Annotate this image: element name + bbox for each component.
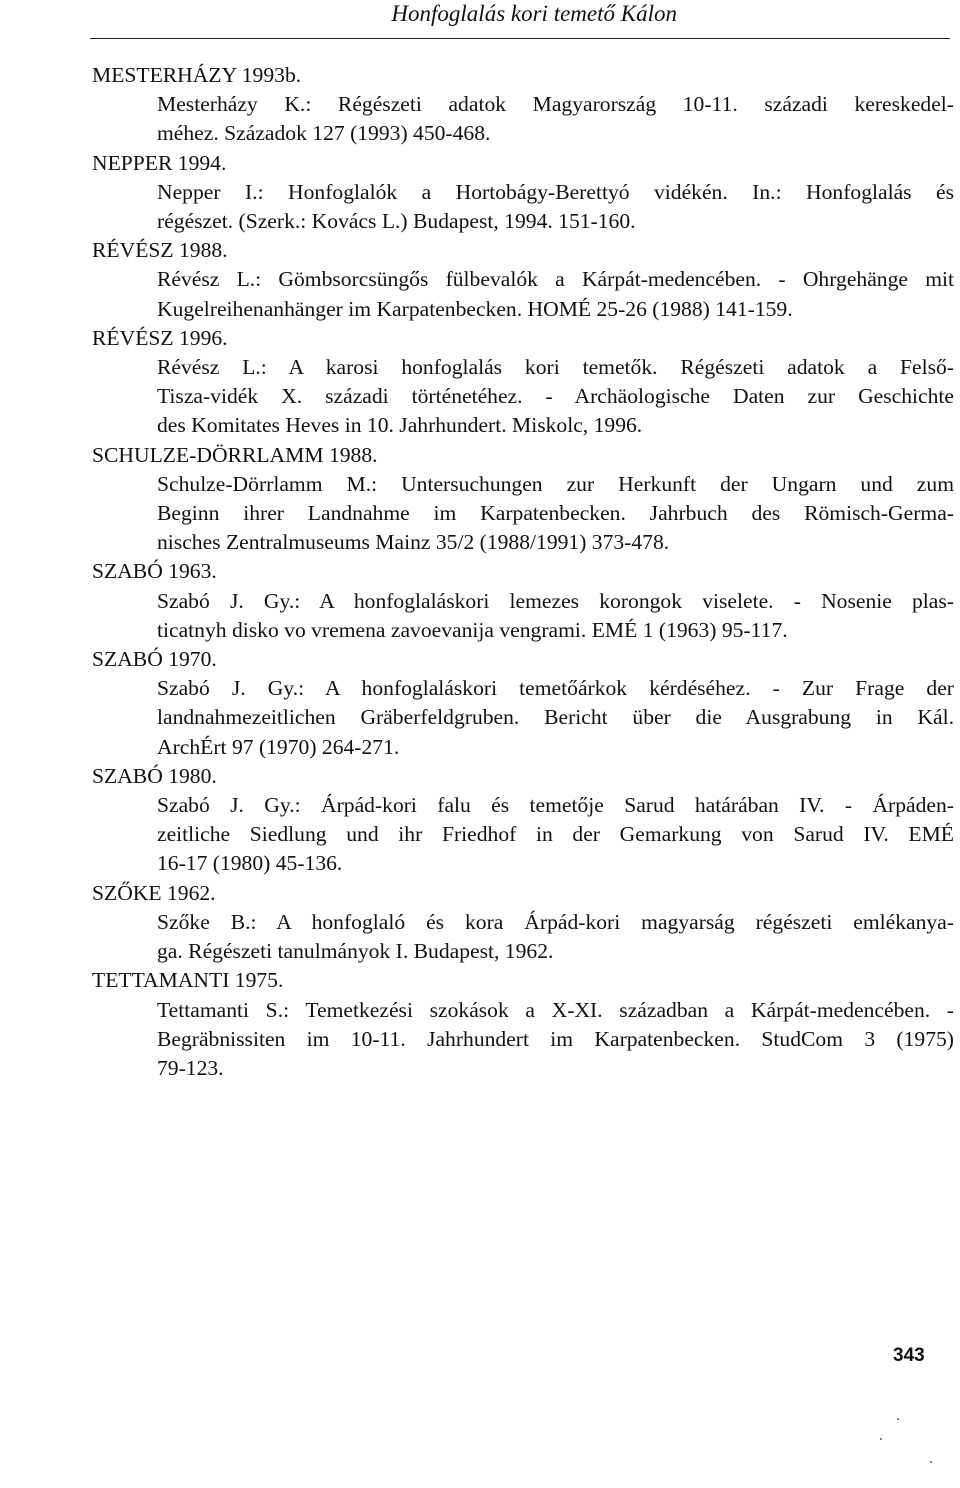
bibliography-entry xyxy=(92,879,954,967)
entry-text-line: méhez. Századok 127 (1993) 450-468. xyxy=(157,121,491,146)
bibliography-entry xyxy=(92,966,954,1083)
entry-text-line: Beginn ihrer Landnahme im Karpatenbecken. Jahrbuch des Römisch-Germa- xyxy=(157,501,954,526)
entry-key: SZABÓ 1970. xyxy=(92,647,217,672)
bibliography-entry xyxy=(92,236,954,324)
running-title: Honfoglalás kori temető Kálon xyxy=(391,1,677,26)
bibliography-entry xyxy=(92,762,954,879)
page-number: 343 xyxy=(893,1345,925,1366)
entry-text-line: 79-123. xyxy=(157,1055,224,1080)
entry-text-line: Szabó J. Gy.: Árpád-kori falu és temetője Sarud határában IV. - Árpáden- xyxy=(157,793,954,818)
entry-text-line: Schulze-Dörrlamm M.: Untersuchungen zur Herkunft der Ungarn und zum xyxy=(157,471,954,496)
entry-key: SZABÓ 1963. xyxy=(92,559,217,584)
entry-text-line: Szabó J. Gy.: A honfoglaláskori temetőárkok kérdéséhez. - Zur Frage der xyxy=(157,676,954,701)
entry-text-line: ga. Régészeti tanulmányok I. Budapest, 1962. xyxy=(157,939,554,964)
entry-key: RÉVÉSZ 1996. xyxy=(92,325,228,350)
entry-text-line: landnahmezeitlichen Gräberfeldgruben. Bericht über die Ausgrabung in Kál. xyxy=(157,705,954,730)
entry-text-line: des Komitates Heves in 10. Jahrhundert. Miskolc, 1996. xyxy=(157,413,643,438)
entry-text-line: 16-17 (1980) 45-136. xyxy=(157,851,343,876)
entry-text-line: zeitliche Siedlung und ihr Friedhof in der Gemarkung von Sarud IV. EMÉ xyxy=(157,822,954,847)
entry-key: RÉVÉSZ 1988. xyxy=(92,238,228,263)
entry-key: MESTERHÁZY 1993b. xyxy=(92,63,302,87)
entry-text-line: régészet. (Szerk.: Kovács L.) Budapest, 1994. 151-160. xyxy=(157,209,636,234)
bibliography-entry xyxy=(92,61,954,149)
entry-text-line: Nepper I.: Honfoglalók a Hortobágy-Berettyó vidékén. In.: Honfoglalás és xyxy=(157,179,954,204)
entry-text-line: Begräbnissiten im 10-11. Jahrhundert im Karpatenbecken. StudCom 3 (1975) xyxy=(157,1026,954,1051)
print-speck xyxy=(897,1418,899,1420)
entry-key: SCHULZE-DÖRRLAMM 1988. xyxy=(92,442,378,467)
entry-text-line: ArchÉrt 97 (1970) 264-271. xyxy=(157,734,400,759)
print-speck xyxy=(880,1438,882,1440)
entry-key: NEPPER 1994. xyxy=(92,150,227,175)
bibliography-entry xyxy=(92,557,954,645)
entry-text-line: Kugelreihenanhänger im Karpatenbecken. HOMÉ 25-26 (1988) 141-159. xyxy=(157,296,793,321)
running-header xyxy=(90,0,950,39)
entry-text-line: Szabó J. Gy.: A honfoglaláskori lemezes korongok viselete. - Nosenie plas- xyxy=(157,588,954,613)
entry-key: SZABÓ 1980. xyxy=(92,763,217,788)
entry-text-line: Mesterházy K.: Régészeti adatok Magyarország 10-11. századi kereskedel- xyxy=(157,92,954,117)
bibliography-entry xyxy=(92,441,954,558)
bibliography-entry xyxy=(92,324,954,441)
bibliography-entry xyxy=(92,149,954,237)
entry-text-line: Szőke B.: A honfoglaló és kora Árpád-kori magyarság régészeti emlékanya- xyxy=(157,909,954,934)
bibliography-list xyxy=(92,61,954,1083)
entry-text-line: nisches Zentralmuseums Mainz 35/2 (1988/1991) 373-478. xyxy=(157,530,670,555)
entry-text-line: Révész L.: A karosi honfoglalás kori temetők. Régészeti adatok a Felső- xyxy=(157,355,954,380)
entry-key: TETTAMANTI 1975. xyxy=(92,968,284,993)
entry-key: SZŐKE 1962. xyxy=(92,880,216,905)
print-speck xyxy=(930,1461,932,1463)
entry-text-line: Révész L.: Gömbsorcsüngős fülbevalók a Kárpát-medencében. - Ohrgehänge mit xyxy=(157,267,954,292)
bibliography-entry xyxy=(92,645,954,762)
entry-text-line: ticatnyh disko vo vremena zavoevanija vengrami. EMÉ 1 (1963) 95-117. xyxy=(157,617,788,642)
entry-text-line: Tettamanti S.: Temetkezési szokások a X-XI. században a Kárpát-medencében. - xyxy=(157,997,954,1022)
entry-text-line: Tisza-vidék X. századi történetéhez. - Archäologische Daten zur Geschichte xyxy=(157,384,954,409)
